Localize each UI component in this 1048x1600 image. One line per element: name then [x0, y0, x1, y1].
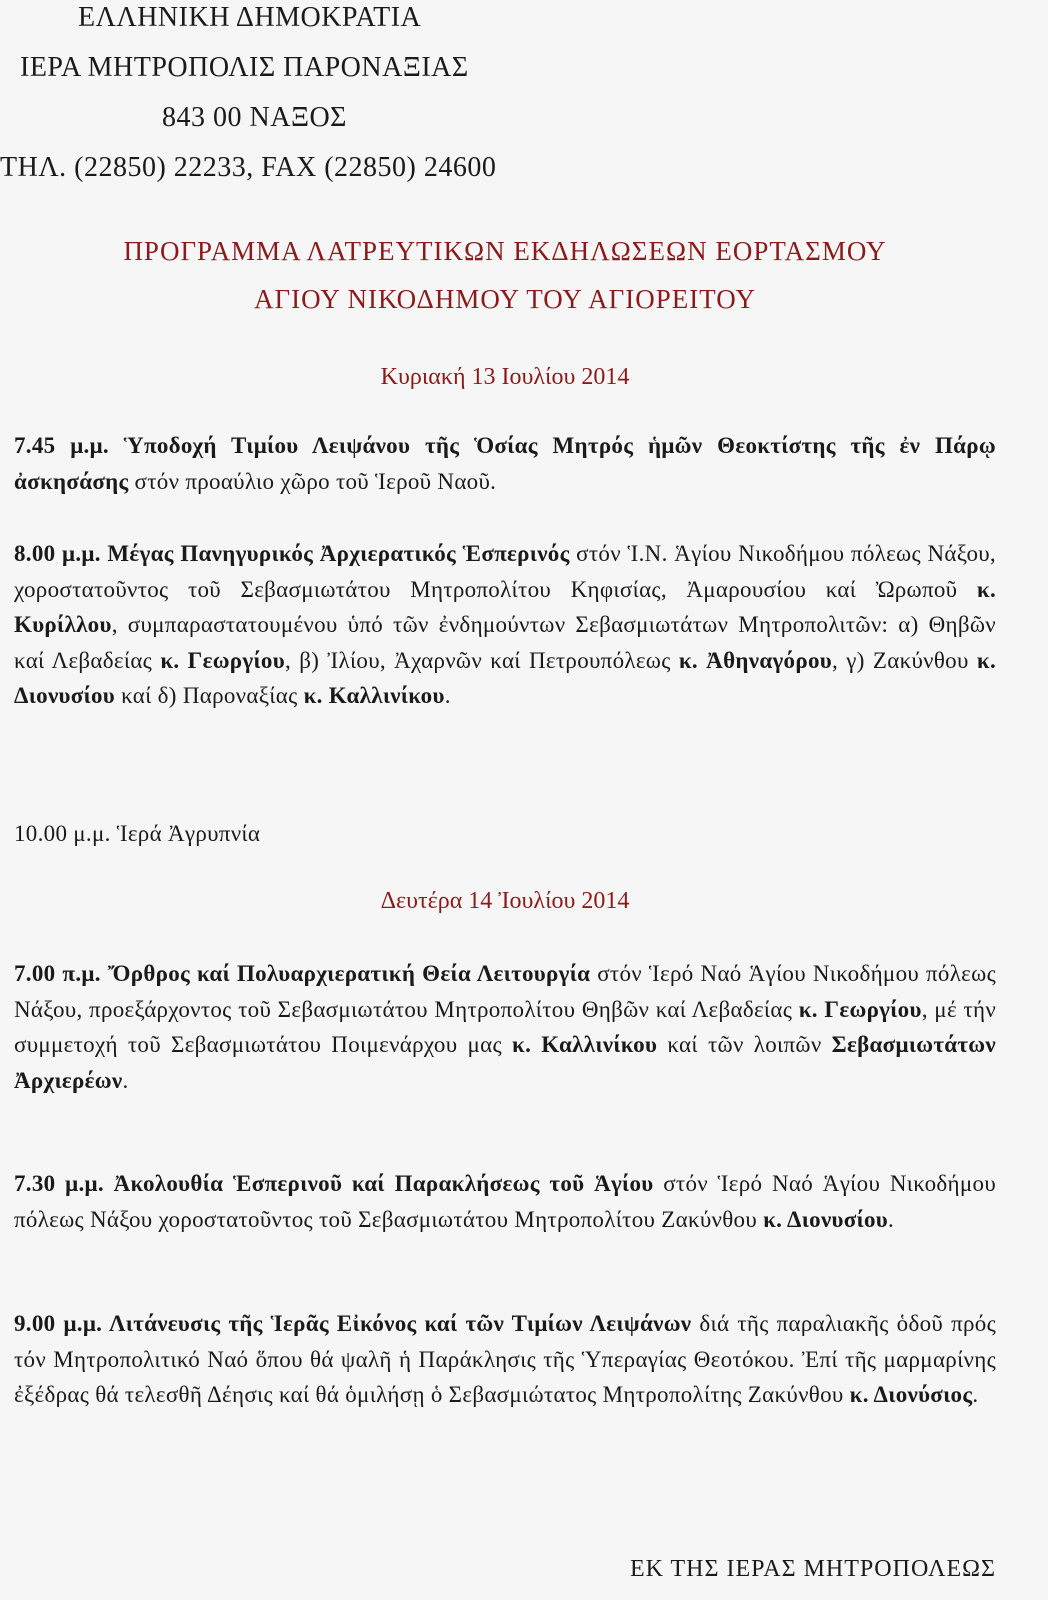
event-text: , γ) Ζακύνθου	[831, 647, 977, 673]
event-text: διά τῆς παραλιακῆς ὁδοῦ πρός τόν Μητροπολιτικό Ναό ὅπου θά ψαλῆ ἡ Παράκλησις τῆς Ὑπεραγίας Θεοτόκου. Ἐπί τῆς μαρμαρίνης ἐξέδρας θά τελεσθῆ Δέησις καί θά ὁμιλήσῃ ὁ Σεβασμιώτατος Μητροπολίτης Ζακύνθου	[14, 1311, 996, 1407]
event-monday-730	[14, 1166, 996, 1237]
event-text: .	[888, 1206, 895, 1232]
event-sunday-745-text: στόν προαύλιο χῶρο τοῦ Ἱεροῦ Ναοῦ.	[128, 468, 497, 494]
bishop-name: κ. Ἀθηναγόρου	[678, 647, 832, 673]
bishop-name: κ. Διονυσίου	[763, 1206, 889, 1232]
event-text: .	[972, 1382, 979, 1407]
header-line-1: ΕΛΛΗΝΙΚΗ ΔΗΜΟΚΡΑΤΙΑ	[78, 2, 422, 33]
bishop-name: κ. Γεωργίου	[798, 996, 922, 1022]
event-monday-700	[14, 956, 996, 1098]
event-text: 10.00 μ.μ. Ἱερά Ἀγρυπνία	[14, 821, 261, 846]
event-text: , β) Ἰλίου, Ἀχαρνῶν καί Πετρουπόλεως	[284, 647, 679, 673]
day-1-heading: Κυριακή 13 Ιουλίου 2014	[380, 364, 630, 390]
bishop-name: κ. Κυρίλλου	[14, 576, 996, 637]
event-text: στόν Ἱερό Ναό Ἁγίου Νικοδήμου πόλεως Νάξου χοροστατοῦντος τοῦ Σεβασμιωτάτου Μητροπολίτου Ζακύνθου	[14, 1171, 997, 1232]
bishop-name: κ. Καλλινίκου	[303, 683, 445, 708]
event-text: , συμπαραστατουμένου ὑπό τῶν ἐνδημούντων Σεβασμιωτάτων Μητροπολιτῶν: α) Θηβῶν καί Λεβαδείας	[14, 612, 996, 673]
event-text: .	[122, 1067, 129, 1093]
event-sunday-1000	[14, 816, 996, 852]
event-text: , μέ τήν συμμετοχή τοῦ Σεβασμιωτάτου Ποιμενάρχου μας	[14, 996, 997, 1057]
bishop-name: κ. Διονυσίου	[14, 647, 996, 708]
header-line-4: ΤΗΛ. (22850) 22233, FAX (22850) 24600	[0, 152, 497, 183]
document-title-line-1: ΠΡΟΓΡΑΜΜΑ ΛΑΤΡΕΥΤΙΚΩΝ ΕΚΔΗΛΩΣΕΩΝ ΕΟΡΤΑΣΜΟΥ	[123, 236, 887, 266]
event-sunday-745	[14, 428, 996, 499]
header-line-3: 843 00 ΝΑΞΟΣ	[162, 102, 347, 133]
event-sunday-745-title: 7.45 μ.μ. Ὑποδοχή Τιμίου Λειψάνου τῆς Ὁσίας Μητρός ἡμῶν Θεοκτίστης τῆς ἐν Πάρῳ ἀσκησάσης	[14, 433, 996, 494]
event-text: στόν Ἱερό Ναό Ἁγίου Νικοδήμου πόλεως Νάξου, προεξάρχοντος τοῦ Σεβασμιωτάτου Μητροπολίτου Θηβῶν καί Λεβαδείας	[14, 961, 996, 1022]
event-monday-700-title: 7.00 π.μ. Ὄρθρος καί Πολυαρχιερατική Θεία Λειτουργία	[14, 961, 591, 986]
signature: ΕΚ ΤΗΣ ΙΕΡΑΣ ΜΗΤΡΟΠΟΛΕΩΣ	[629, 1556, 996, 1582]
bishop-name: Σεβασμιωτάτων Ἀρχιερέων	[14, 1032, 996, 1093]
event-sunday-800-title: 8.00 μ.μ. Μέγας Πανηγυρικός Ἀρχιερατικός Ἑσπερινός	[14, 541, 570, 566]
bishop-name: κ. Γεωργίου	[160, 647, 285, 673]
bishop-name: κ. Διονύσιος	[849, 1382, 973, 1407]
event-text: στόν Ἱ.Ν. Ἁγίου Νικοδήμου πόλεως Νάξου, χοροστατοῦντος τοῦ Σεβασμιωτάτου Μητροπολίτου Κηφισίας, Ἀμαρουσίου καί Ὠρωποῦ	[14, 541, 996, 602]
event-monday-900	[14, 1306, 996, 1413]
event-text: .	[444, 683, 451, 708]
event-text: καί τῶν λοιπῶν	[657, 1032, 832, 1057]
day-2-heading: Δευτέρα 14 Ἰουλίου 2014	[380, 888, 630, 914]
bishop-name: κ. Καλλινίκου	[512, 1032, 658, 1057]
header-line-2: ΙΕΡΑ ΜΗΤΡΟΠΟΛΙΣ ΠΑΡΟΝΑΞΙΑΣ	[20, 52, 469, 83]
event-monday-730-title: 7.30 μ.μ. Ἀκολουθία Ἑσπερινοῦ καί Παρακλήσεως τοῦ Ἁγίου	[14, 1171, 654, 1196]
event-text: καί δ) Παροναξίας	[115, 683, 304, 708]
event-sunday-800	[14, 536, 996, 714]
document-title-line-2: ΑΓΙΟΥ ΝΙΚΟΔΗΜΟΥ ΤΟΥ ΑΓΙΟΡΕΙΤΟΥ	[254, 284, 756, 314]
event-monday-900-title: 9.00 μ.μ. Λιτάνευσις τῆς Ἱερᾶς Εἰκόνος καί τῶν Τιμίων Λειψάνων	[14, 1311, 692, 1336]
